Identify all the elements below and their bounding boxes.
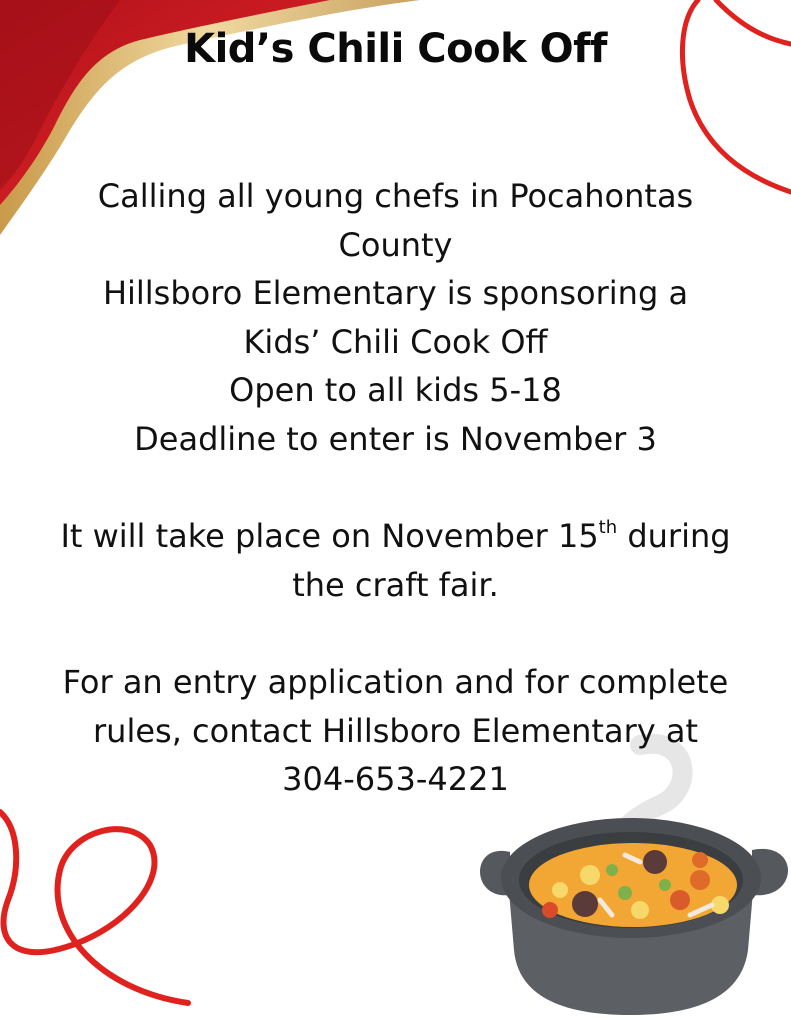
intro-line: Kids’ Chili Cook Off xyxy=(243,322,548,361)
contact-line: rules, contact Hillsboro Elementary at xyxy=(93,711,698,750)
phone-number: 304-653-4221 xyxy=(282,760,509,798)
event-text xyxy=(0,512,791,609)
intro-line: County xyxy=(338,225,453,264)
ordinal-suffix: th xyxy=(598,517,618,538)
event-date-tail: during xyxy=(617,517,731,555)
flyer-title: Kid’s Chili Cook Off xyxy=(184,26,607,72)
event-date-line xyxy=(0,512,791,561)
intro-line: Open to all kids 5-18 xyxy=(229,371,562,409)
event-location-line: the craft fair. xyxy=(292,565,499,604)
contact-text xyxy=(0,658,791,804)
deadline-line: Deadline to enter is November 3 xyxy=(134,419,657,458)
contact-line: For an entry application and for complete xyxy=(62,663,729,701)
event-date-text: It will take place on November 15 xyxy=(60,517,599,555)
intro-text xyxy=(0,172,791,463)
intro-line: Calling all young chefs in Pocahontas xyxy=(97,177,694,215)
intro-line: Hillsboro Elementary is sponsoring a xyxy=(102,274,689,312)
